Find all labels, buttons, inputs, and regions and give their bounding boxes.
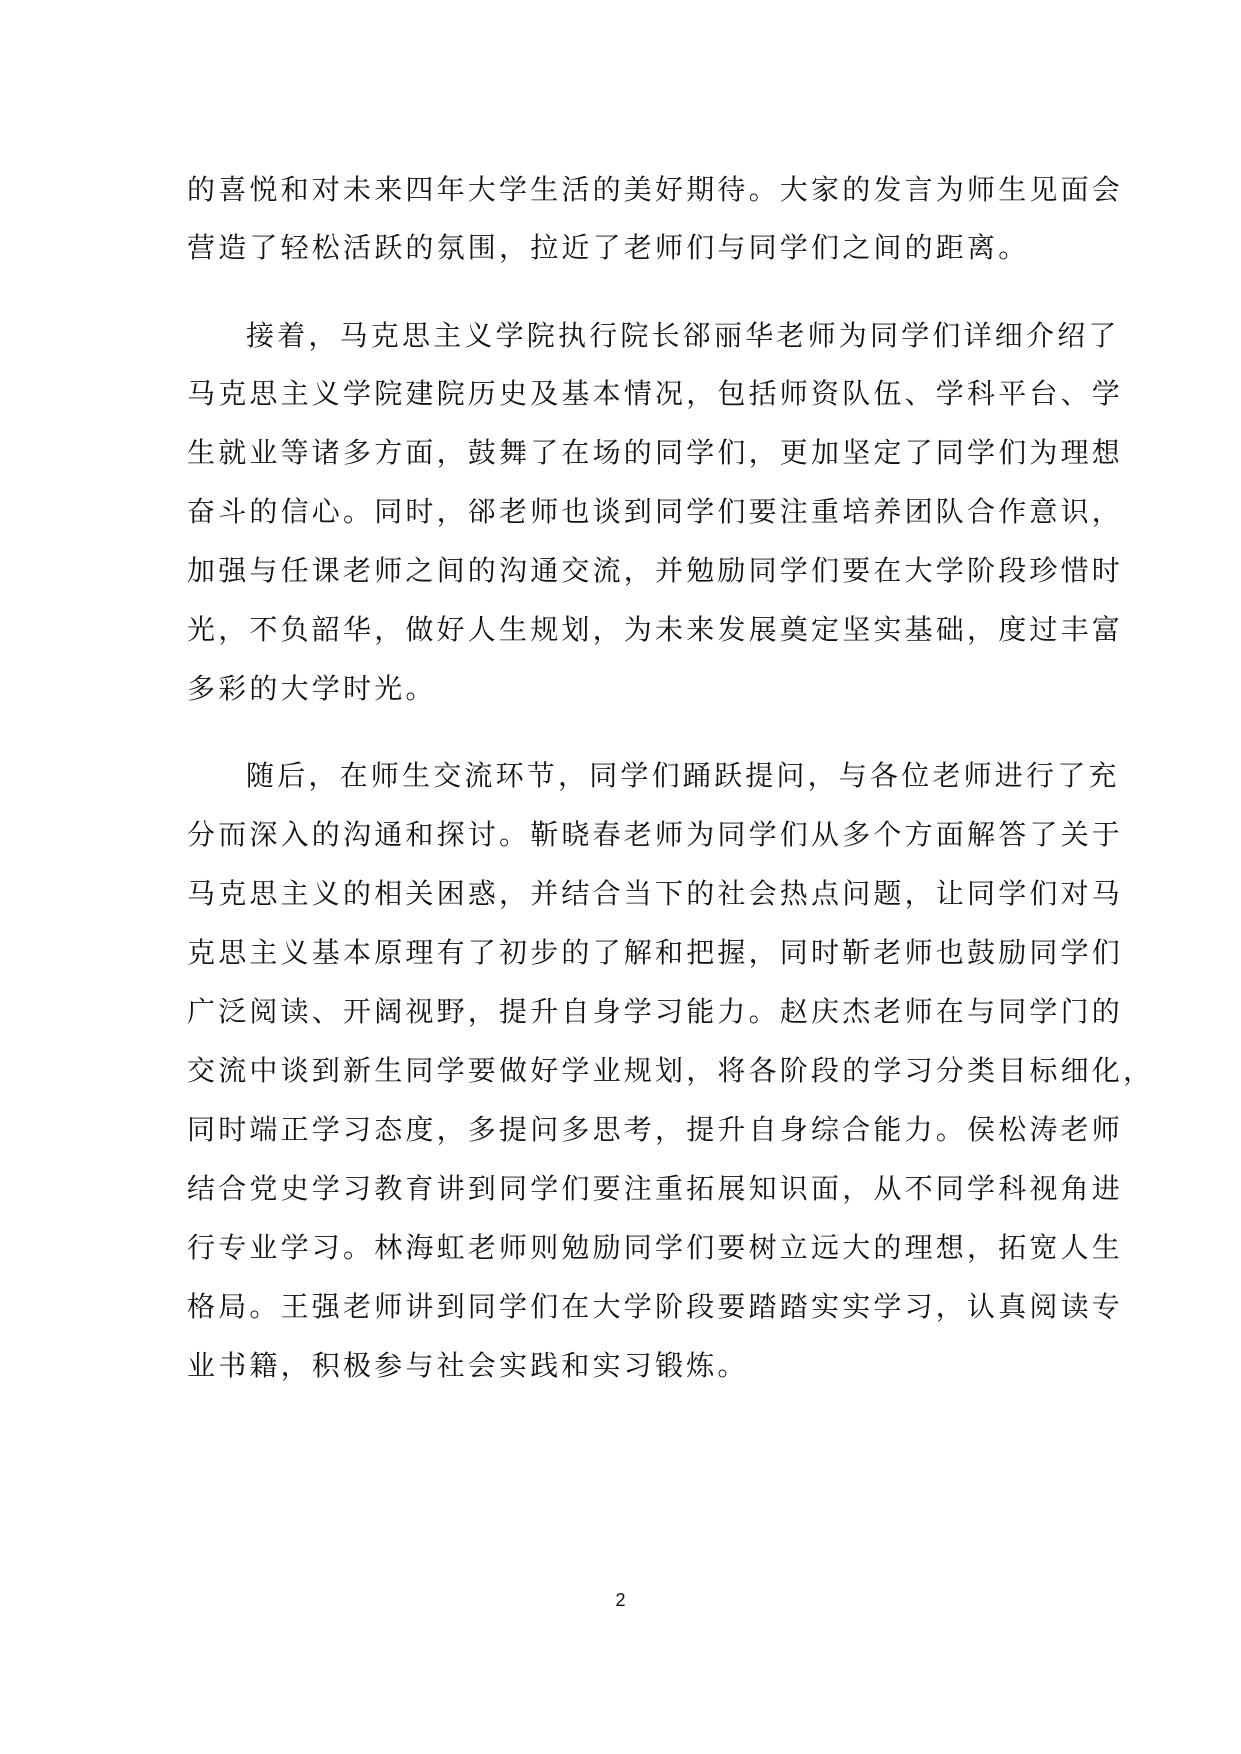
text-line: 结合党史学习教育讲到同学们要注重拓展知识面，从不同学科视角进 bbox=[187, 1172, 1124, 1205]
text-line: 奋斗的信心。同时，郤老师也谈到同学们要注重培养团队合作意识， bbox=[187, 495, 1124, 528]
text-line: 随后，在师生交流环节，同学们踊跃提问，与各位老师进行了充 bbox=[246, 759, 1120, 792]
text-line: 广泛阅读、开阔视野，提升自身学习能力。赵庆杰老师在与同学门的 bbox=[187, 995, 1124, 1028]
text-line: 行专业学习。林海虹老师则勉励同学们要树立远大的理想，拓宽人生 bbox=[187, 1231, 1124, 1264]
text-line: 接着，马克思主义学院执行院长郤丽华老师为同学们详细介绍了 bbox=[246, 319, 1120, 352]
text-line: 业书籍，积极参与社会实践和实习锻炼。 bbox=[187, 1349, 749, 1382]
text-line: 格局。王强老师讲到同学们在大学阶段要踏踏实实学习，认真阅读专 bbox=[187, 1290, 1124, 1323]
text-line: 交流中谈到新生同学要做好学业规划，将各阶段的学习分类目标细化， bbox=[187, 1054, 1155, 1087]
page-number: 2 bbox=[615, 1590, 626, 1610]
text-line: 光，不负韶华，做好人生规划，为未来发展奠定坚实基础，度过丰富 bbox=[187, 613, 1124, 646]
text-line: 生就业等诸多方面，鼓舞了在场的同学们，更加坚定了同学们为理想 bbox=[187, 436, 1124, 469]
text-line: 克思主义基本原理有了初步的了解和把握，同时靳老师也鼓励同学们 bbox=[187, 936, 1124, 969]
text-line: 分而深入的沟通和探讨。靳晓春老师为同学们从多个方面解答了关于 bbox=[187, 818, 1124, 851]
text-line: 马克思主义的相关困惑，并结合当下的社会热点问题，让同学们对马 bbox=[187, 877, 1124, 910]
text-line: 多彩的大学时光。 bbox=[187, 672, 437, 705]
text-line: 加强与任课老师之间的沟通交流，并勉励同学们要在大学阶段珍惜时 bbox=[187, 554, 1124, 587]
text-line: 同时端正学习态度，多提问多思考，提升自身综合能力。侯松涛老师 bbox=[187, 1113, 1124, 1146]
text-line: 马克思主义学院建院历史及基本情况，包括师资队伍、学科平台、学 bbox=[187, 377, 1124, 410]
text-line: 营造了轻松活跃的氛围，拉近了老师们与同学们之间的距离。 bbox=[187, 231, 1030, 264]
text-line: 的喜悦和对未来四年大学生活的美好期待。大家的发言为师生见面会 bbox=[187, 173, 1124, 206]
